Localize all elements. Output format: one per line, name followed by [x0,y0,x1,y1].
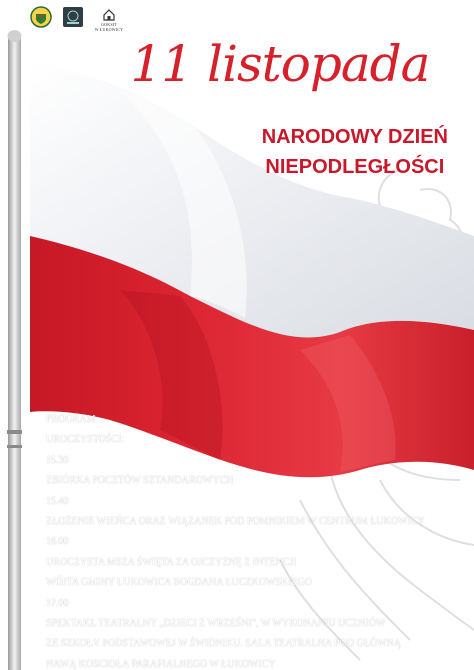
program-line: ZE SZKOŁY PODSTAWOWEJ W ŚWIDNIKU. SALA TEATRALNA POD GŁÓWNĄ [46,638,401,650]
subtitle-line-1: NARODOWY DZIEŃ [261,126,448,148]
program-line: 15.40 [46,495,69,507]
logo-caption-1: GOKSIT [101,22,117,27]
logos-row [30,6,124,34]
flagpole [8,36,21,670]
program-line: ZBIÓRKA POCZTÓW SZTANDAROWYCH [46,475,234,487]
program-line: UROCZYSTOŚCI: [46,434,125,446]
subtitle-line-2: NIEPODLEGŁOŚCI [265,156,445,178]
house-logo-icon [94,6,124,34]
poster-subtitle [262,122,448,182]
poster-title: 11 listopada [130,35,430,93]
program-line: UROCZYSTA MSZA ŚWIĘTA ZA OJCZYZNĘ Z INTENCJI [46,556,297,568]
program-text [46,410,466,670]
program-line: PROGRAM [46,414,96,425]
program-line: ZŁOŻENIE WIEŃCA ORAZ WIĄZANEK POD POMNIKIEM W CENTRUM ŁUKOWICY [46,516,425,528]
program-line: 15.30 [46,454,69,466]
program-line: NAWĄ KOSCIOŁA PARAFIALNEGO W ŁUKOWICY [46,658,276,670]
program-line: 16.00 [46,536,69,548]
program-line: SPEKTAKL TEATRALNY „DZIECI Z WRZEŚNI", W WYKONANIU UCZNIÓW [46,618,386,630]
coat-of-arms-icon [30,6,52,28]
dark-badge-icon [62,6,84,28]
logo-caption-2: W ŁUKOWICY [94,27,124,32]
program-line: 17.00 [46,597,69,609]
program-line: WÓJTA GMINY ŁUKOWICA BOGDANA ŁUCZKOWSKIEGO [46,577,313,589]
